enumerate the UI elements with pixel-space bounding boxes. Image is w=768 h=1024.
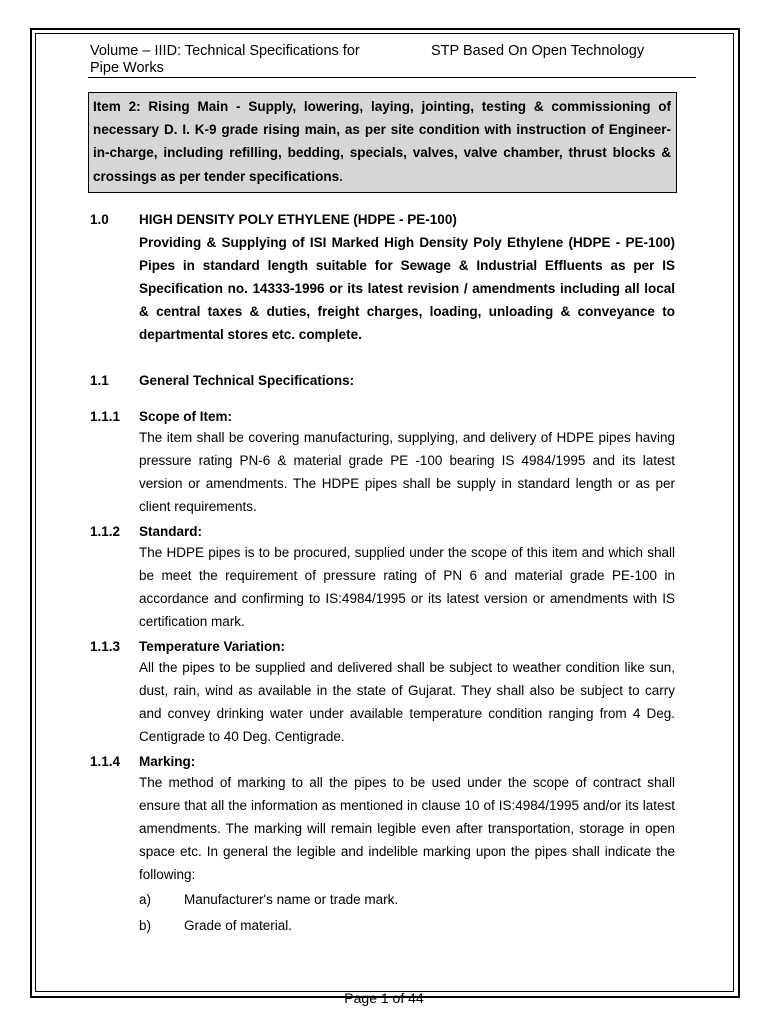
item-description-tail: . — [339, 168, 343, 184]
section-1-0-number: 1.0 — [90, 212, 109, 227]
list-item-b-text: Grade of material. — [184, 918, 293, 933]
section-1-1-3-heading: Temperature Variation: — [139, 639, 286, 654]
section-1-1-3-number: 1.1.3 — [90, 639, 121, 654]
section-1-0-body: Providing & Supplying of ISI Marked High Density Poly Ethylene (HDPE - PE-100) Pipes in standard length suitable for Sewage & Industrial Effluents as per IS Specification no. 14333-1996 or its latest revision / amendments including all local & central taxes & duties, freight charges, loading, unloading & conveyance to departmental stores etc. complete. — [139, 235, 675, 342]
item-description-box — [88, 92, 677, 193]
page-number: Page 1 of 44 — [344, 990, 424, 1006]
section-1-1-2-number: 1.1.2 — [90, 524, 121, 539]
section-1-1-4-heading: Marking: — [139, 754, 196, 769]
section-1-1-2-body: The HDPE pipes is to be procured, supplied under the scope of this item and which shall be meet the requirement of pressure rating of PN 6 and material grade PE-100 in accordance and confirming to IS:4984/1995 or its latest version or amendments with IS certification mark. — [139, 545, 675, 629]
section-1-1-4-number: 1.1.4 — [90, 754, 121, 769]
header-volume-title: Volume – IIID: Technical Specifications for Pipe Works — [90, 43, 360, 76]
section-1-1-4-body: The method of marking to all the pipes to be used under the scope of contract shall ensure that all the information as mentioned in clause 10 of IS:4984/1995 and/or its latest amendments. The marking will remain legible even after transportation, storage in open space etc. In general the legible and indelible marking upon the pipes shall indicate the following: — [139, 775, 675, 882]
list-item-a-text: Manufacturer's name or trade mark. — [184, 892, 399, 907]
header-divider — [88, 77, 696, 78]
list-item-b-marker: b) — [139, 918, 152, 933]
section-1-1-1-number: 1.1.1 — [90, 409, 121, 424]
section-1-1-heading: General Technical Specifications: — [139, 373, 355, 388]
item-description-text: Item 2: Rising Main - Supply, lowering, laying, jointing, testing & commissioning of necessary D. I. K-9 grade rising main, as per site condition with instruction of Engineer-in-charge, including refilling, bedding, specials, valves, valve chamber, thrust blocks & crossings as per tender specifications — [93, 99, 671, 184]
section-1-0-heading: HIGH DENSITY POLY ETHYLENE (HDPE - PE-100) — [139, 212, 457, 227]
section-1-1-1-heading: Scope of Item: — [139, 409, 233, 424]
list-item-a-marker: a) — [139, 892, 152, 907]
section-1-1-2-heading: Standard: — [139, 524, 203, 539]
section-1-1-1-body: The item shall be covering manufacturing, supplying, and delivery of HDPE pipes having pressure rating PN-6 & material grade PE -100 bearing IS 4984/1995 and its latest version or amendments. The HDPE pipes shall be supply in standard length or as per client requirements. — [139, 430, 675, 514]
header-project-title: STP Based On Open Technology — [431, 43, 645, 59]
section-1-1-number: 1.1 — [90, 373, 109, 388]
section-1-1-3-body: All the pipes to be supplied and delivered shall be subject to weather condition like sun, dust, rain, wind as available in the state of Gujarat. They shall also be subject to carry and convey drinking water under available temperature condition ranging from 4 Deg. Centigrade to 40 Deg. Centigrade. — [139, 660, 675, 744]
